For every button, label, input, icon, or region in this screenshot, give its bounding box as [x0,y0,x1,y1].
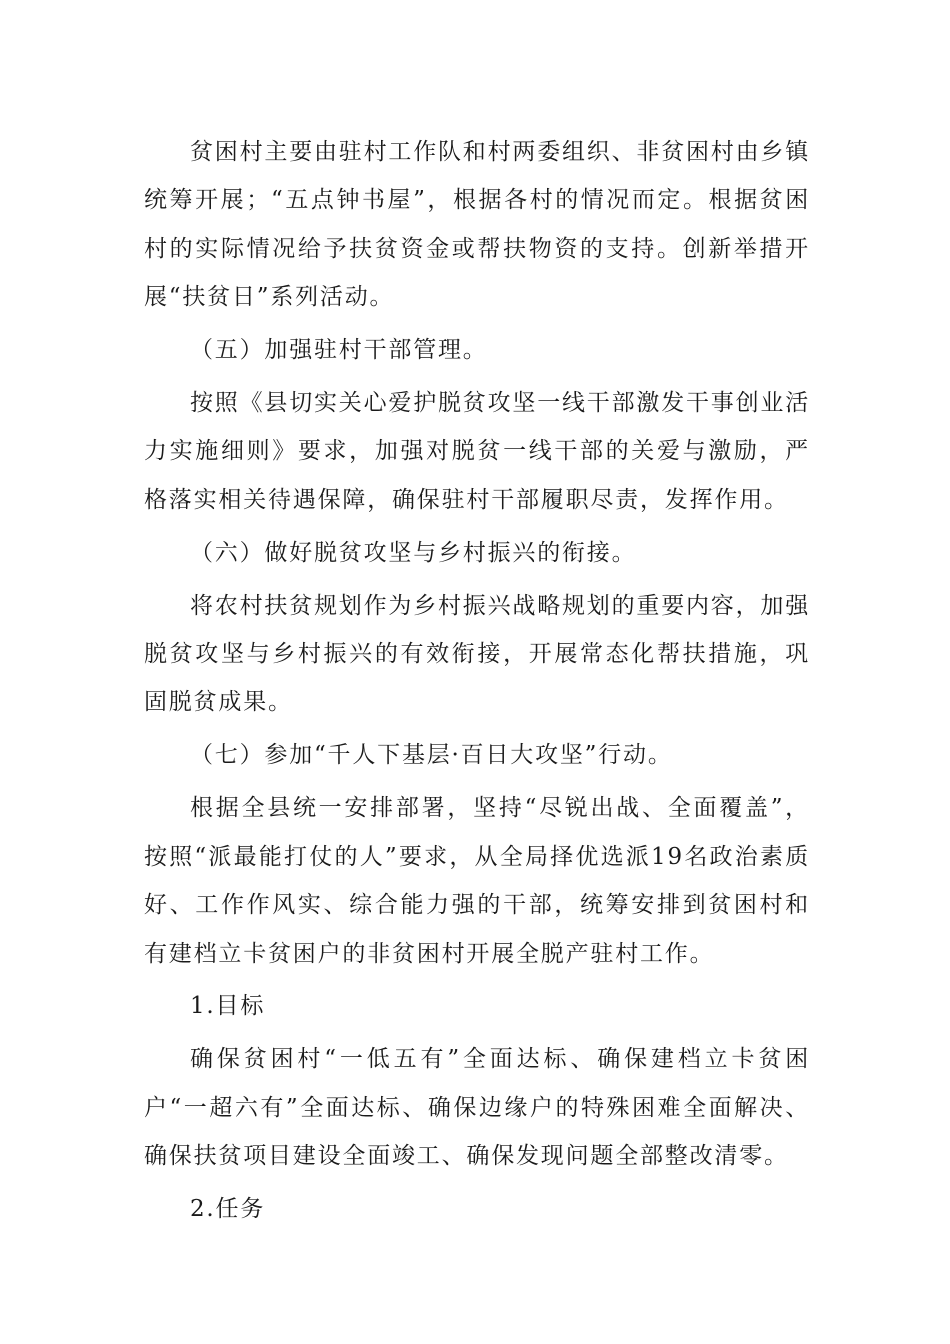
paragraph-village-activities: 贫困村主要由驻村工作队和村两委组织、非贫困村由乡镇统筹开展；“五点钟书屋”，根据各村的情况而定。根据贫困村的实际情况给予扶贫资金或帮扶物资的支持。创新举措开展“扶贫日”系列活动。 [144,139,810,311]
paragraph-cadre-management: 按照《县切实关心爱护脱贫攻坚一线干部激发干事创业活力实施细则》要求，加强对脱贫一线干部的关爱与激励，严格落实相关待遇保障，确保驻村干部履职尽责，发挥作用。 [144,390,810,513]
document-body [144,128,810,1238]
section-heading-5: （五）加强驻村干部管理。 [190,337,488,364]
section-heading-6: （六）做好脱贫攻坚与乡村振兴的衔接。 [190,539,637,566]
subsection-heading-tasks: 2.任务 [190,1196,266,1223]
paragraph-rural-revitalization: 将农村扶贫规划作为乡村振兴战略规划的重要内容，加强脱贫攻坚与乡村振兴的有效衔接，开展常态化帮扶措施，巩固脱贫成果。 [144,592,810,716]
paragraph-deployment: 根据全县统一安排部署，坚持“尽锐出战、全面覆盖”，按照“派最能打仗的人”要求，从全局择优选派19名政治素质好、工作作风实、综合能力强的干部，统筹安排到贫困村和有建档立卡贫困户的非贫困村开展全脱产驻村工作。 [144,795,810,967]
paragraph-goals: 确保贫困村“一低五有”全面达标、确保建档立卡贫困户“一超六有”全面达标、确保边缘户的特殊困难全面解决、确保扶贫项目建设全面竣工、确保发现问题全部整改清零。 [144,1046,810,1170]
subsection-heading-goals: 1.目标 [190,993,266,1020]
section-heading-7: （七）参加“千人下基层·百日大攻坚”行动。 [190,742,673,769]
